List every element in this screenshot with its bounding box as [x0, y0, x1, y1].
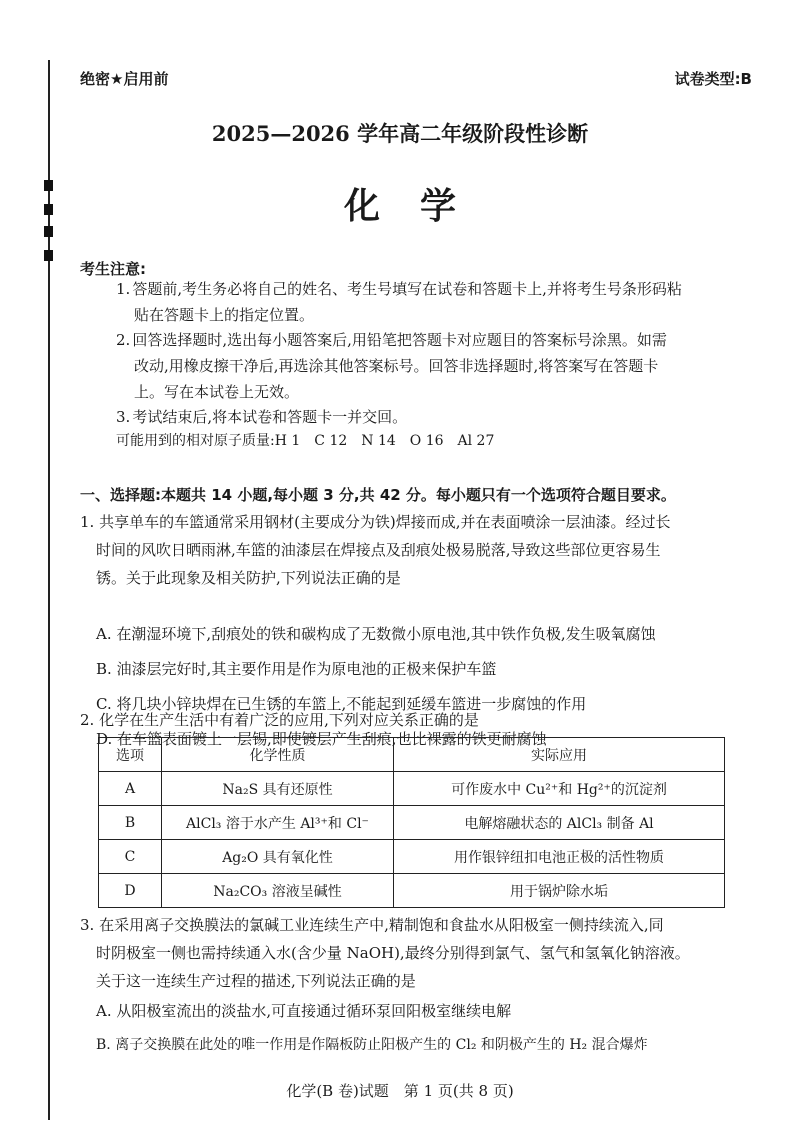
question-2-stem: 2. 化学在生产生活中有着广泛的应用,下列对应关系正确的是 [80, 711, 479, 729]
question-line: 1. 共享单车的车篮通常采用钢材(主要成分为铁)焊接而成,并在表面喷涂一层油漆。经过长 [80, 513, 671, 531]
table-row [99, 874, 725, 908]
subject-title: 化学 [343, 185, 496, 227]
notice-item-text: 改动,用橡皮擦干净后,再选涂其他答案标号。回答非选择题时,将答案写在答题卡 [134, 357, 659, 375]
question-line: 时间的风吹日晒雨淋,车篮的油漆层在焊接点及刮痕处极易脱落,导致这些部位更容易生 [96, 541, 661, 559]
question-line: 3. 在采用离子交换膜法的氯碱工业连续生产中,精制饱和食盐水从阳极室一侧持续流入,同 [80, 916, 664, 934]
atomic-masses: 可能用到的相对原子质量:H 1 C 12 N 14 O 16 Al 27 [116, 433, 495, 449]
table-cell: Ag₂O 具有氧化性 [162, 840, 394, 874]
question-2-table [98, 737, 725, 908]
table-cell: 用作银锌纽扣电池正极的活性物质 [394, 840, 725, 874]
question-line: 关于这一连续生产过程的描述,下列说法正确的是 [96, 972, 416, 990]
notice-item-text: 考试结束后,将本试卷和答题卡一并交回。 [132, 408, 408, 426]
option-a: A. 在潮湿环境下,刮痕处的铁和碳构成了无数微小原电池,其中铁作负极,发生吸氧腐蚀 [96, 625, 656, 643]
exam-title: 2025—2026 学年高二年级阶段性诊断 [211, 121, 589, 146]
table-cell: 可作废水中 Cu²⁺和 Hg²⁺的沉淀剂 [394, 772, 725, 806]
table-row [99, 840, 725, 874]
question-line: 时阴极室一侧也需持续通入水(含少量 NaOH),最终分别得到氯气、氢气和氢氧化钠溶液。 [96, 944, 690, 962]
confidential-label: 绝密★启用前 [80, 70, 169, 88]
table-cell: AlCl₃ 溶于水产生 Al³⁺和 Cl⁻ [162, 806, 394, 840]
option-b: B. 油漆层完好时,其主要作用是作为原电池的正极来保护车篮 [96, 660, 497, 678]
table-header: 化学性质 [162, 738, 394, 772]
option-c: C. 将几块小锌块焊在已生锈的车篮上,不能起到延缓车篮进一步腐蚀的作用 [96, 695, 587, 713]
notice-item [116, 276, 736, 328]
table-row [99, 806, 725, 840]
paper-type-label: 试卷类型:B [674, 70, 752, 88]
table-cell: D [99, 874, 162, 908]
section-heading: 一、选择题:本题共 14 小题,每小题 3 分,共 42 分。每小题只有一个选项符合题目要求。 [80, 486, 676, 504]
notice-item [116, 327, 736, 405]
notice-item-text: 回答选择题时,选出每小题答案后,用铅笔把答题卡对应题目的答案标号涂黑。如需 [132, 331, 667, 349]
notice-item [116, 404, 736, 430]
table-cell: C [99, 840, 162, 874]
notice-item-number: 2. [116, 331, 131, 349]
table-cell: Na₂S 具有还原性 [162, 772, 394, 806]
option-a: A. 从阳极室流出的淡盐水,可直接通过循环泵回阳极室继续电解 [96, 1002, 512, 1020]
table-header-row [99, 738, 725, 772]
table-cell: B [99, 806, 162, 840]
question-line: 锈。关于此现象及相关防护,下列说法正确的是 [96, 569, 401, 587]
table-cell: 用于锅炉除水垢 [394, 874, 725, 908]
table-cell: A [99, 772, 162, 806]
table-header: 实际应用 [394, 738, 725, 772]
page-footer: 化学(B 卷)试题 第 1 页(共 8 页) [286, 1082, 514, 1100]
notice-item-number: 1. [116, 280, 131, 298]
notice-heading: 考生注意: [80, 260, 146, 278]
notice-item-text: 上。写在本试卷上无效。 [134, 383, 300, 401]
notice-item-number: 3. [116, 408, 131, 426]
table-row [99, 772, 725, 806]
table-cell: 电解熔融状态的 AlCl₃ 制备 Al [394, 806, 725, 840]
question-3-stem [80, 911, 740, 995]
notice-item-text: 答题前,考生务必将自己的姓名、考生号填写在试卷和答题卡上,并将考生号条形码粘 [132, 280, 682, 298]
binding-mark [44, 250, 53, 261]
option-d: D. 在车篮表面镀上一层锡,即使镀层产生刮痕,也比裸露的铁更耐腐蚀 [96, 730, 547, 748]
table-header: 选项 [99, 738, 162, 772]
question-3-options [96, 997, 756, 1059]
option-b: B. 离子交换膜在此处的唯一作用是作隔板防止阳极产生的 Cl₂ 和阴极产生的 H₂ 混合爆炸 [96, 1037, 648, 1053]
question-1-stem [80, 508, 740, 592]
table-cell: Na₂CO₃ 溶液呈碱性 [162, 874, 394, 908]
notice-item-text: 贴在答题卡上的指定位置。 [134, 306, 315, 324]
